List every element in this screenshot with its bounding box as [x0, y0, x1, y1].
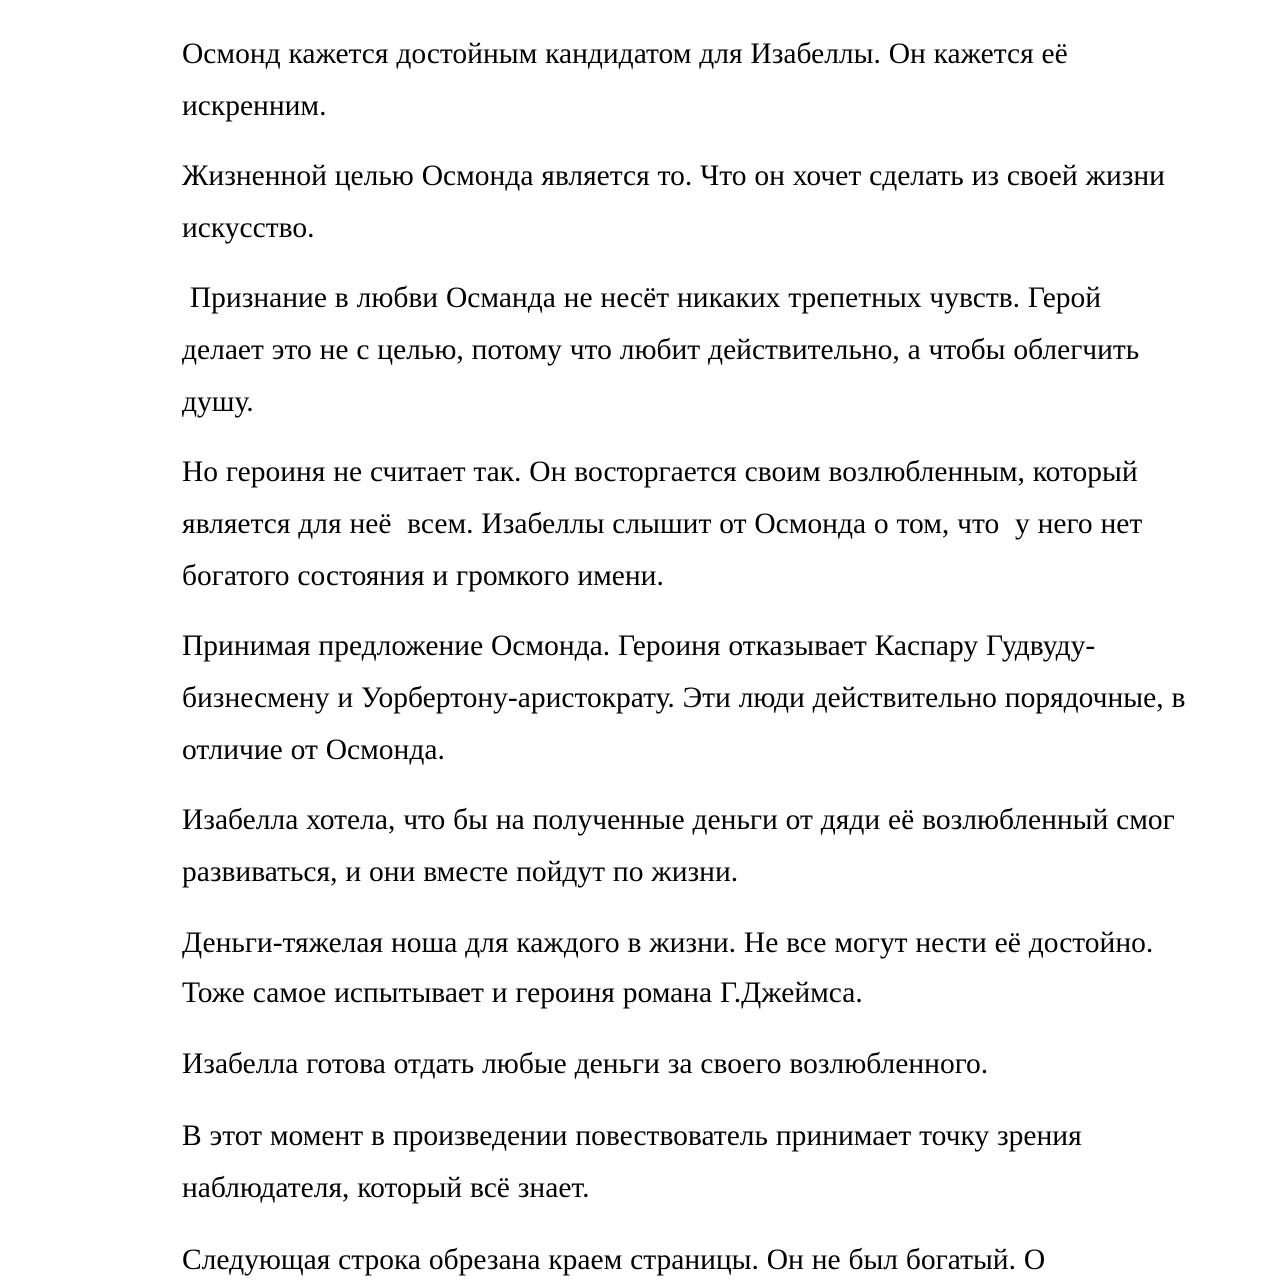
- paragraph: Но героиня не считает так. Он восторгается своим возлюбленным, который является для неё всем. Изабеллы слышит от Осмонда о том, что у него нет богатого состояния и громкого имени.: [182, 456, 1151, 592]
- paragraph: В этот момент в произведении повествователь принимает точку зрения наблюдателя, который всё знает.: [182, 1120, 1090, 1204]
- paragraph: Изабелла готова отдать любые деньги за своего возлюбленного.: [182, 1048, 989, 1080]
- paragraph-clipped: Следующая строка обрезана краем страницы. Он не был богатый. О: [182, 1244, 1046, 1276]
- paragraph: Осмонд кажется достойным кандидатом для Изабеллы. Он кажется её искренним.: [182, 38, 1076, 122]
- paragraph: Деньги-тяжелая ноша для каждого в жизни. Не все могут нести её достойно. Тоже самое испытывает и героиня романа Г.Джеймса.: [182, 927, 1162, 1009]
- paragraph: Жизненной целью Осмонда является то. Что он хочет сделать из своей жизни искусство.: [182, 160, 1173, 244]
- paragraph: Признание в любви Османда не несёт никаких трепетных чувств. Герой делает это не с целью, потому что любит действительно, а чтобы облегчить душу.: [182, 282, 1148, 418]
- paragraph: Изабелла хотела, что бы на полученные деньги от дяди её возлюбленный смог развиваться, и они вместе пойдут по жизни.: [182, 804, 1183, 888]
- paragraph: Принимая предложение Осмонда. Героиня отказывает Каспару Гудвуду-бизнесмену и Уорбертону-аристократу. Эти люди действительно порядочные, в отличие от Осмонда.: [182, 630, 1194, 766]
- document-text-body: [182, 0, 1194, 1280]
